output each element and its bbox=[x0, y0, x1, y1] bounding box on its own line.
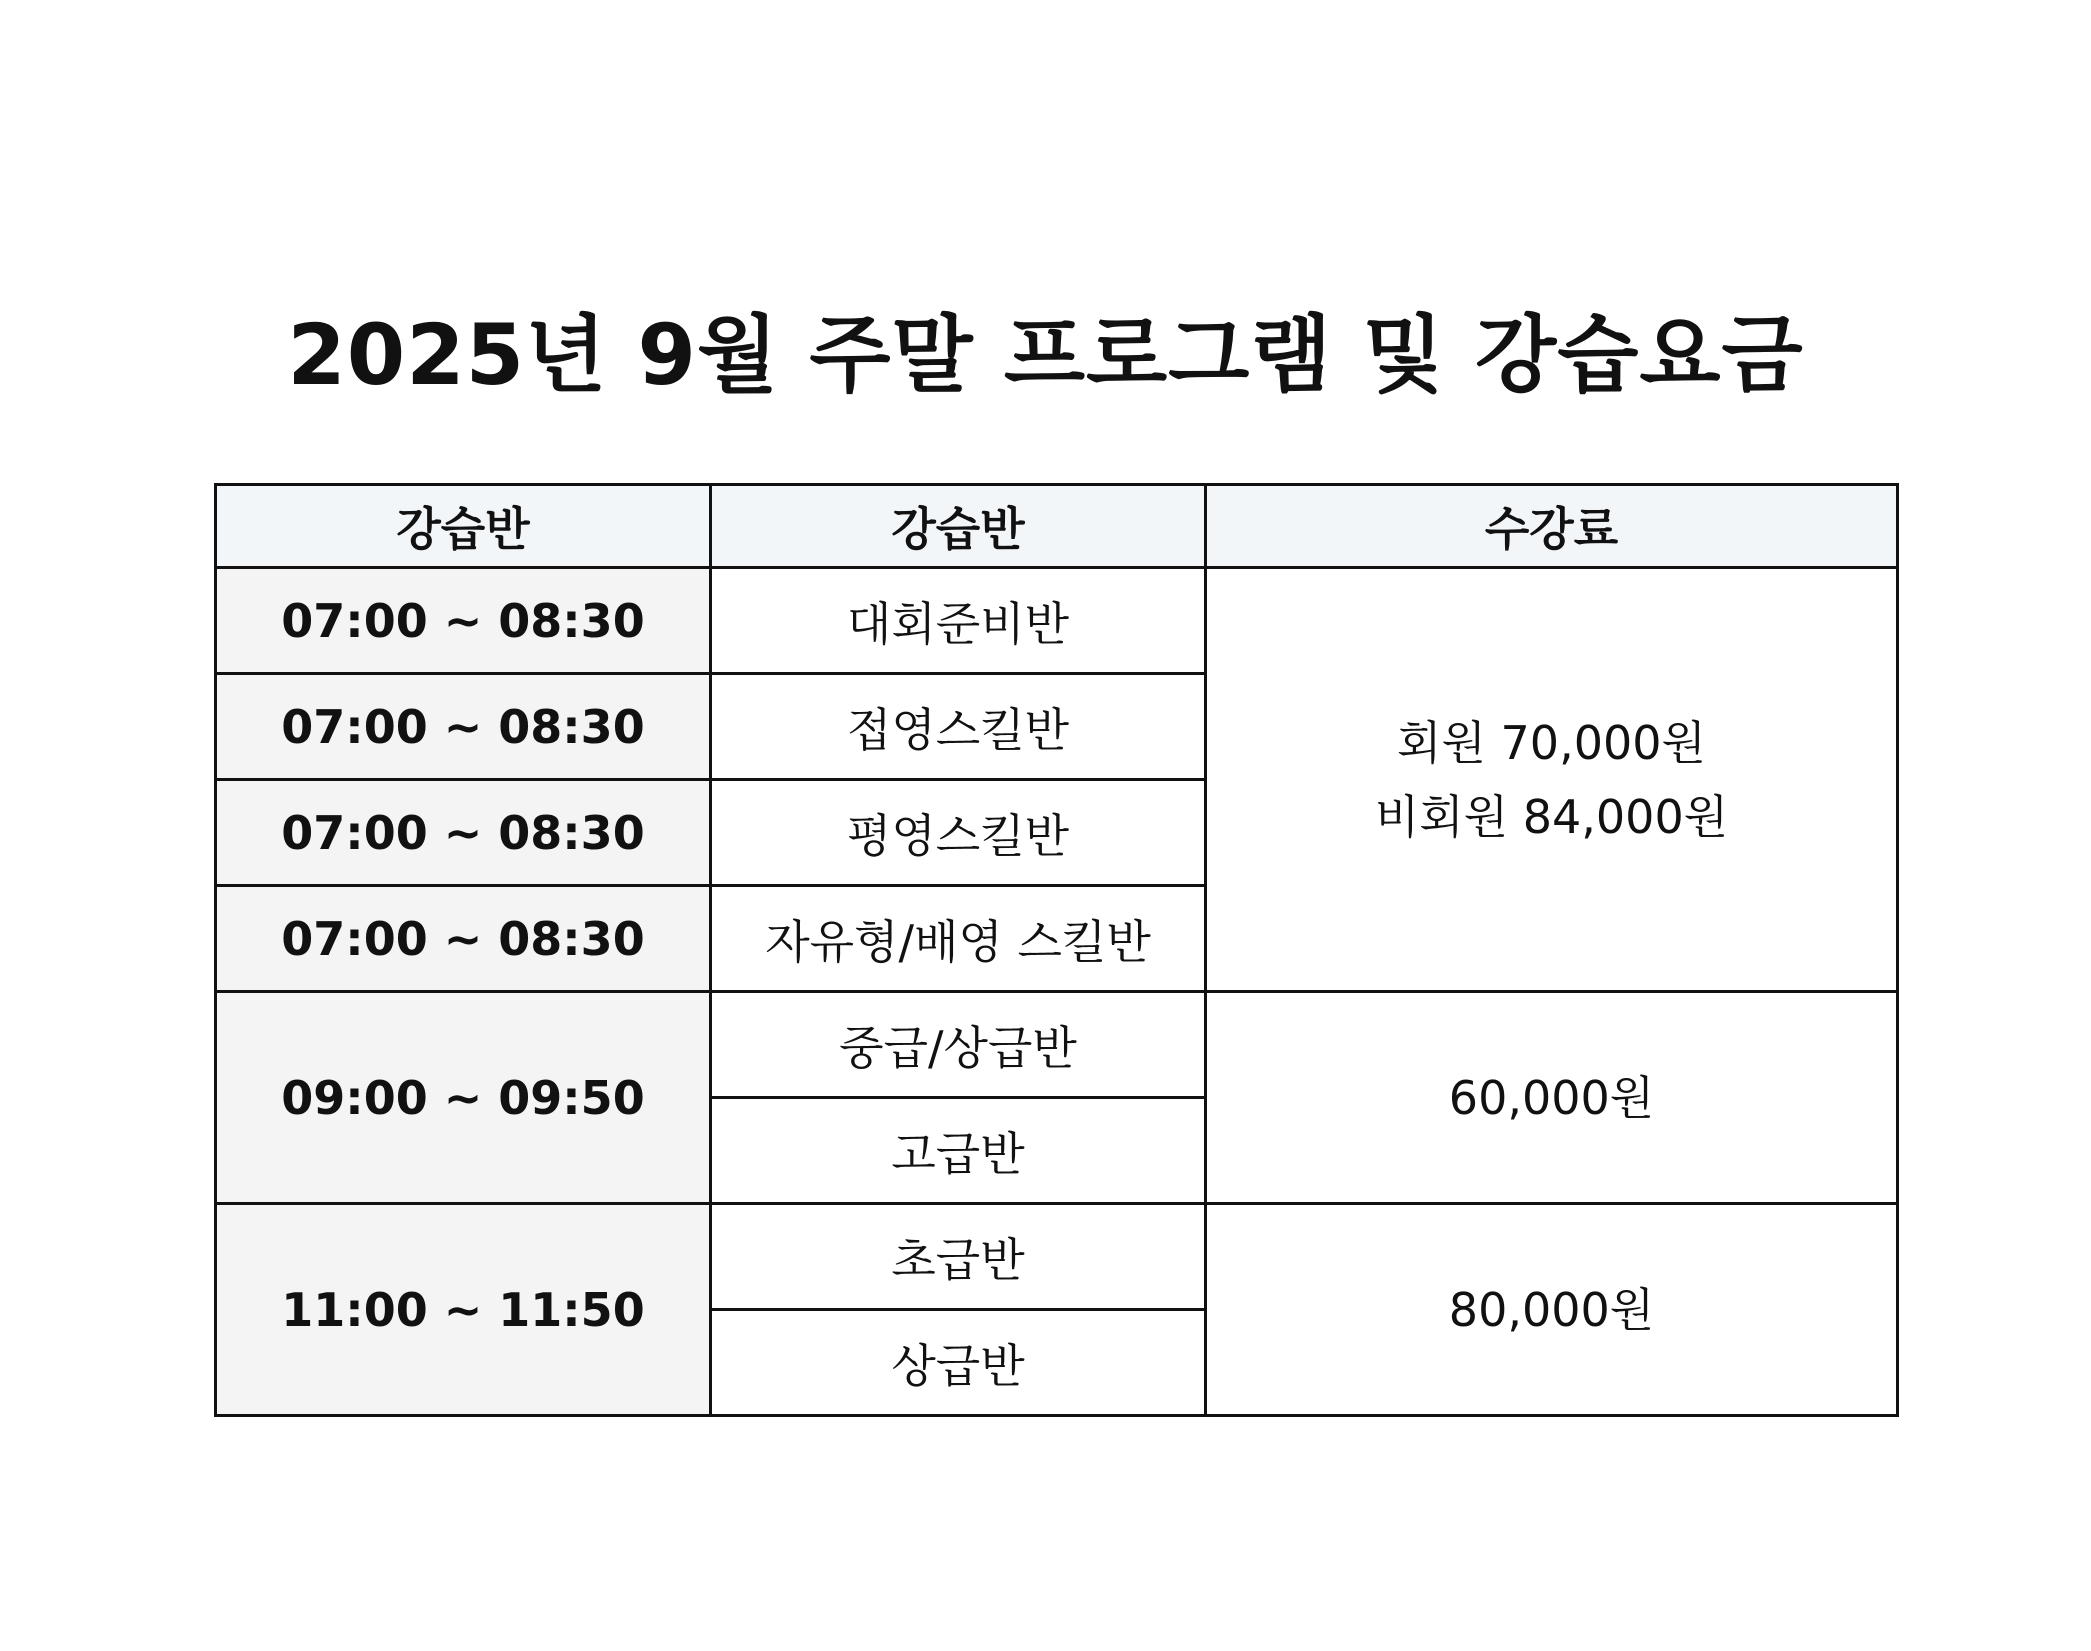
header-fee: 수강료 bbox=[1206, 485, 1898, 568]
fee-cell bbox=[1206, 1204, 1898, 1416]
class-cell: 대회준비반 bbox=[711, 568, 1206, 674]
fee-nonmember: 비회원 84,000원 bbox=[1374, 789, 1729, 844]
page-title: 2025년 9월 주말 프로그램 및 강습요금 bbox=[287, 306, 1804, 404]
class-cell: 평영스킬반 bbox=[711, 780, 1206, 886]
table-row bbox=[216, 1204, 1898, 1310]
class-cell: 초급반 bbox=[711, 1204, 1206, 1310]
class-cell: 자유형/배영 스킬반 bbox=[711, 886, 1206, 992]
time-cell: 07:00 ~ 08:30 bbox=[216, 886, 711, 992]
header-time: 강습반 bbox=[216, 485, 711, 568]
table-row bbox=[216, 568, 1898, 674]
fee-amount: 80,000원 bbox=[1448, 1282, 1655, 1337]
class-cell: 중급/상급반 bbox=[711, 992, 1206, 1098]
header-class: 강습반 bbox=[711, 485, 1206, 568]
time-cell: 07:00 ~ 08:30 bbox=[216, 780, 711, 886]
fee-cell bbox=[1206, 992, 1898, 1204]
fee-amount: 60,000원 bbox=[1448, 1070, 1655, 1125]
schedule-table bbox=[214, 483, 1899, 1417]
fee-cell bbox=[1206, 568, 1898, 992]
time-cell: 09:00 ~ 09:50 bbox=[216, 992, 711, 1204]
fee-member: 회원 70,000원 bbox=[1397, 715, 1706, 770]
time-cell: 11:00 ~ 11:50 bbox=[216, 1204, 711, 1416]
class-cell: 고급반 bbox=[711, 1098, 1206, 1204]
time-cell: 07:00 ~ 08:30 bbox=[216, 568, 711, 674]
table-row bbox=[216, 992, 1898, 1098]
table-header-row bbox=[216, 485, 1898, 568]
class-cell: 접영스킬반 bbox=[711, 674, 1206, 780]
class-cell: 상급반 bbox=[711, 1310, 1206, 1416]
time-cell: 07:00 ~ 08:30 bbox=[216, 674, 711, 780]
